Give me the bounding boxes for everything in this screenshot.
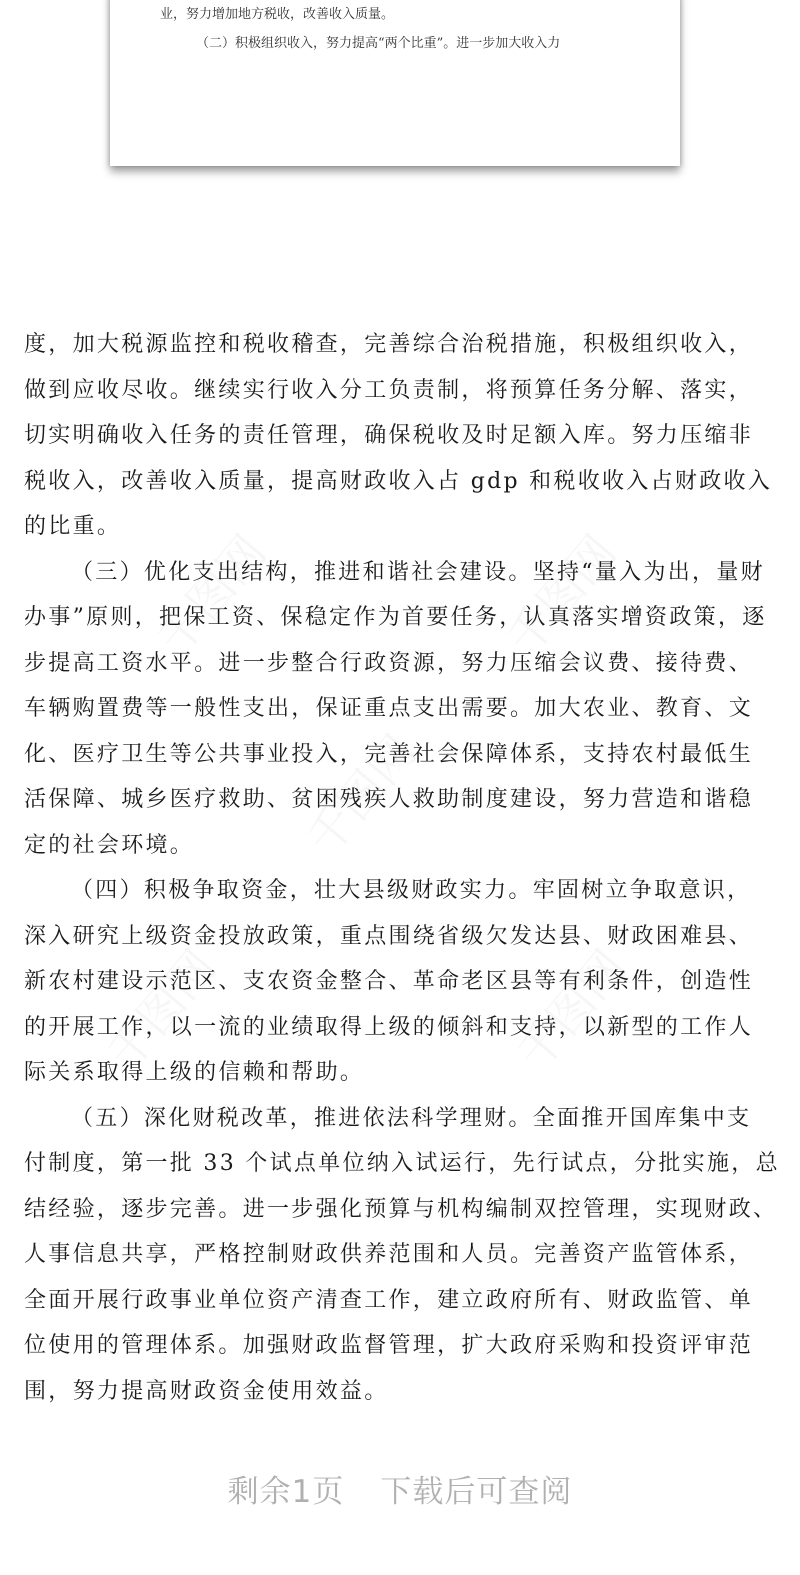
text-line: 围，努力提高财政资金使用效益。	[24, 1378, 389, 1404]
paragraph-start-line: （四）积极争取资金，壮大县级财政实力。牢固树立争取意识，	[71, 878, 752, 903]
remaining-pages-label: 剩余1页	[227, 1474, 345, 1510]
preview-line: 业，努力增加地方税收，改善收入质量。	[160, 7, 395, 22]
text-line: 办事”原则，把保工资、保稳定作为首要任务，认真落实增资政策，逐	[24, 605, 767, 630]
preview-line: （二）积极组织收入，努力提高“两个比重”。进一步加大收入力	[196, 36, 561, 51]
text-line: 深入研究上级资金投放政策，重点围绕省级欠发达县、财政困难县、	[24, 923, 754, 949]
text-line: 全面开展行政事业单位资产清查工作，建立政府所有、财政监管、单	[24, 1287, 754, 1313]
text-line: 的比重。	[24, 514, 122, 539]
paragraph-start-line: （三）优化支出结构，推进和谐社会建设。坚持“量入为出，量财	[71, 559, 765, 585]
download-to-view-label[interactable]: 下载后可查阅	[380, 1474, 573, 1510]
text-line: 新农村建设示范区、支农资金整合、革命老区县等有利条件，创造性	[24, 969, 754, 994]
text-line: 定的社会环境。	[24, 832, 195, 858]
download-prompt[interactable]	[0, 1466, 800, 1511]
text-line: 的开展工作，以一流的业绩取得上级的倾斜和支持，以新型的工作人	[24, 1014, 754, 1040]
text-line: 做到应收尽收。继续实行收入分工负责制，将预算任务分解、落实，	[24, 377, 754, 403]
preview-line	[160, 0, 550, 2]
text-line: 切实明确收入任务的责任管理，确保税收及时足额入库。努力压缩非	[24, 423, 754, 448]
text-line: 步提高工资水平。进一步整合行政资源，努力压缩会议费、接待费、	[24, 650, 754, 676]
text-line: 化、医疗卫生等公共事业投入，完善社会保障体系，支持农村最低生	[24, 741, 754, 767]
text-line: 位使用的管理体系。加强财政监督管理，扩大政府采购和投资评审范	[24, 1333, 754, 1358]
document-body	[24, 322, 794, 1414]
text-line: 付制度，第一批 33 个试点单位纳入试运行，先行试点，分批实施，总	[24, 1151, 780, 1176]
text-line: 税收入，改善收入质量，提高财政收入占 gdp 和税收收入占财政收入	[24, 468, 773, 494]
text-line: 结经验，逐步完善。进一步强化预算与机构编制双控管理，实现财政、	[24, 1196, 778, 1222]
text-line: 际关系取得上级的信赖和帮助。	[24, 1060, 365, 1085]
text-line: 人事信息共享，严格控制财政供养范围和人员。完善资产监管体系，	[24, 1242, 754, 1267]
paragraph-start-line: （五）深化财税改革，推进依法科学理财。全面推开国库集中支	[71, 1105, 752, 1131]
text-line: 活保障、城乡医疗救助、贫困残疾人救助制度建设，努力营造和谐稳	[24, 787, 754, 812]
previous-page-preview	[110, 0, 680, 166]
text-line: 车辆购置费等一般性支出，保证重点支出需要。加大农业、教育、文	[24, 696, 754, 721]
text-line: 度，加大税源监控和税收稽查，完善综合治税措施，积极组织收入，	[24, 332, 754, 357]
